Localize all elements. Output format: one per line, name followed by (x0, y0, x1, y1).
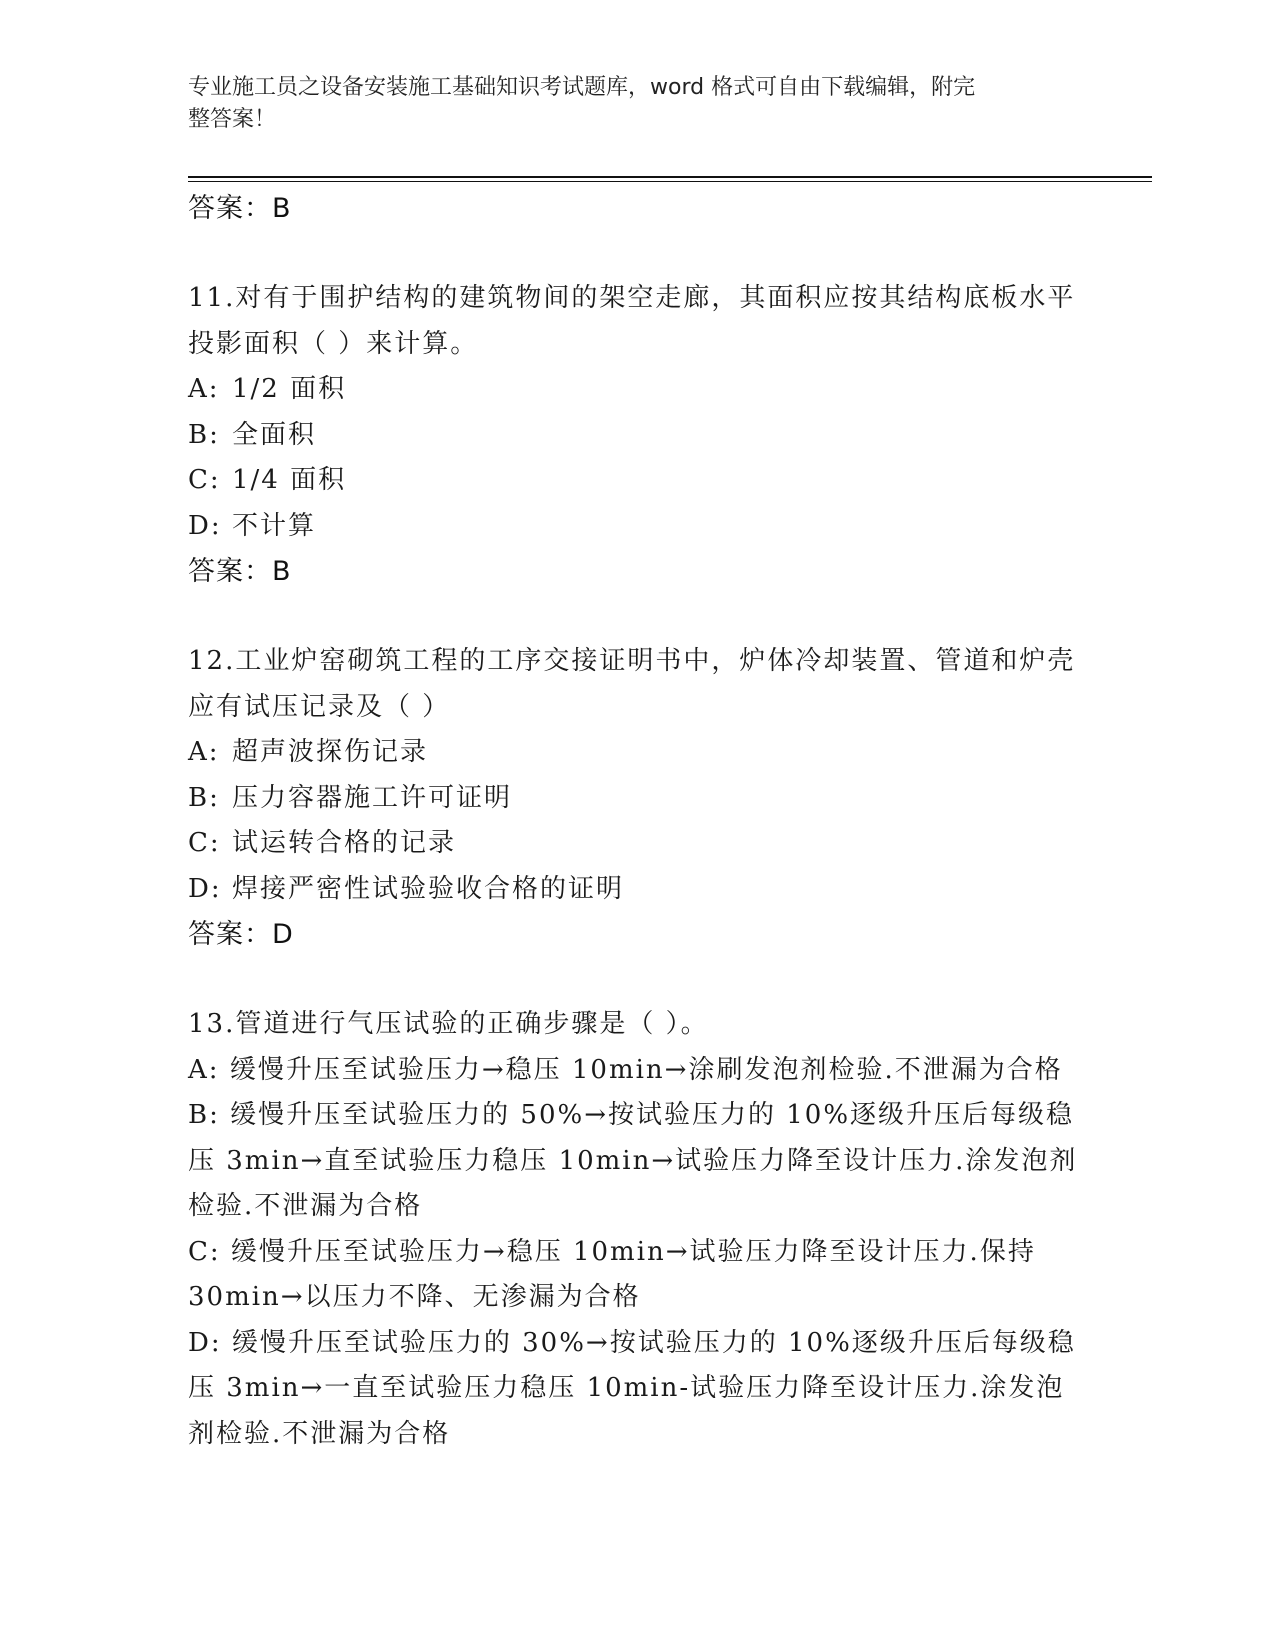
option-letter: B: (188, 1100, 220, 1130)
option-text: 试运转合格的记录 (232, 828, 457, 858)
option-letter: B: (188, 782, 220, 813)
option-c (188, 821, 1088, 867)
option-a (188, 1048, 1088, 1094)
previous-answer: 答案：B (188, 193, 292, 224)
option-letter: C: (188, 828, 221, 858)
option-d (188, 867, 1088, 913)
option-text: 缓慢升压至试验压力的 50%→按试验压力的 10%逐级升压后每级稳压 3min→直至试验压力稳压 10min→试验压力降至设计压力.涂发泡剂检验.不泄漏为合格 (188, 1100, 1078, 1221)
question-13 (188, 1002, 1088, 1457)
option-text: 超声波探伤记录 (232, 737, 429, 767)
option-letter: A: (188, 1054, 220, 1085)
option-letter: D: (188, 873, 222, 904)
option-letter: A: (188, 374, 220, 404)
document-header (188, 72, 1068, 136)
option-c (188, 1230, 1088, 1321)
header-rule-thin (188, 181, 1152, 182)
answer: 答案：B (188, 556, 292, 587)
header-line-1: 专业施工员之设备安装施工基础知识考试题库，word 格式可自由下载编辑，附完 (188, 75, 976, 100)
answer: 答案：D (188, 919, 294, 950)
option-letter: C: (188, 465, 221, 495)
option-text: 全面积 (232, 419, 317, 450)
option-text: 缓慢升压至试验压力→稳压 10min→试验压力降至设计压力.保持30min→以压力不降、无渗漏为合格 (188, 1236, 1036, 1312)
option-a (188, 367, 1088, 413)
header-rule-thick (188, 176, 1152, 178)
document-body (188, 186, 1088, 1457)
option-b (188, 1093, 1088, 1230)
option-c (188, 458, 1088, 504)
question-12 (188, 639, 1088, 958)
option-a (188, 730, 1088, 776)
option-d (188, 1321, 1088, 1458)
option-letter: D: (188, 510, 222, 541)
option-text: 焊接严密性试验验收合格的证明 (232, 873, 625, 904)
option-letter: D: (188, 1327, 222, 1358)
option-text: 压力容器施工许可证明 (232, 782, 513, 813)
question-text: 12.工业炉窑砌筑工程的工序交接证明书中，炉体冷却装置、管道和炉壳应有试压记录及（ ） (188, 646, 1076, 722)
option-text: 缓慢升压至试验压力的 30%→按试验压力的 10%逐级升压后每级稳压 3min→一直至试验压力稳压 10min-试验压力降至设计压力.涂发泡剂检验.不泄漏为合格 (188, 1327, 1076, 1449)
option-text: 1/4 面积 (232, 465, 347, 495)
option-b (188, 776, 1088, 822)
option-text: 1/2 面积 (232, 374, 347, 404)
question-text: 11.对有于围护结构的建筑物间的架空走廊，其面积应按其结构底板水平投影面积（ ）来计算。 (188, 283, 1076, 359)
option-text: 不计算 (232, 510, 317, 541)
option-letter: B: (188, 419, 220, 450)
header-line-2: 整答案！ (188, 107, 277, 132)
option-letter: A: (188, 737, 220, 767)
question-text: 13.管道进行气压试验的正确步骤是（ ）。 (188, 1009, 709, 1039)
option-letter: C: (188, 1236, 221, 1267)
option-text: 缓慢升压至试验压力→稳压 10min→涂刷发泡剂检验.不泄漏为合格 (229, 1054, 1063, 1085)
option-d (188, 504, 1088, 550)
question-11 (188, 276, 1088, 595)
option-b (188, 413, 1088, 459)
